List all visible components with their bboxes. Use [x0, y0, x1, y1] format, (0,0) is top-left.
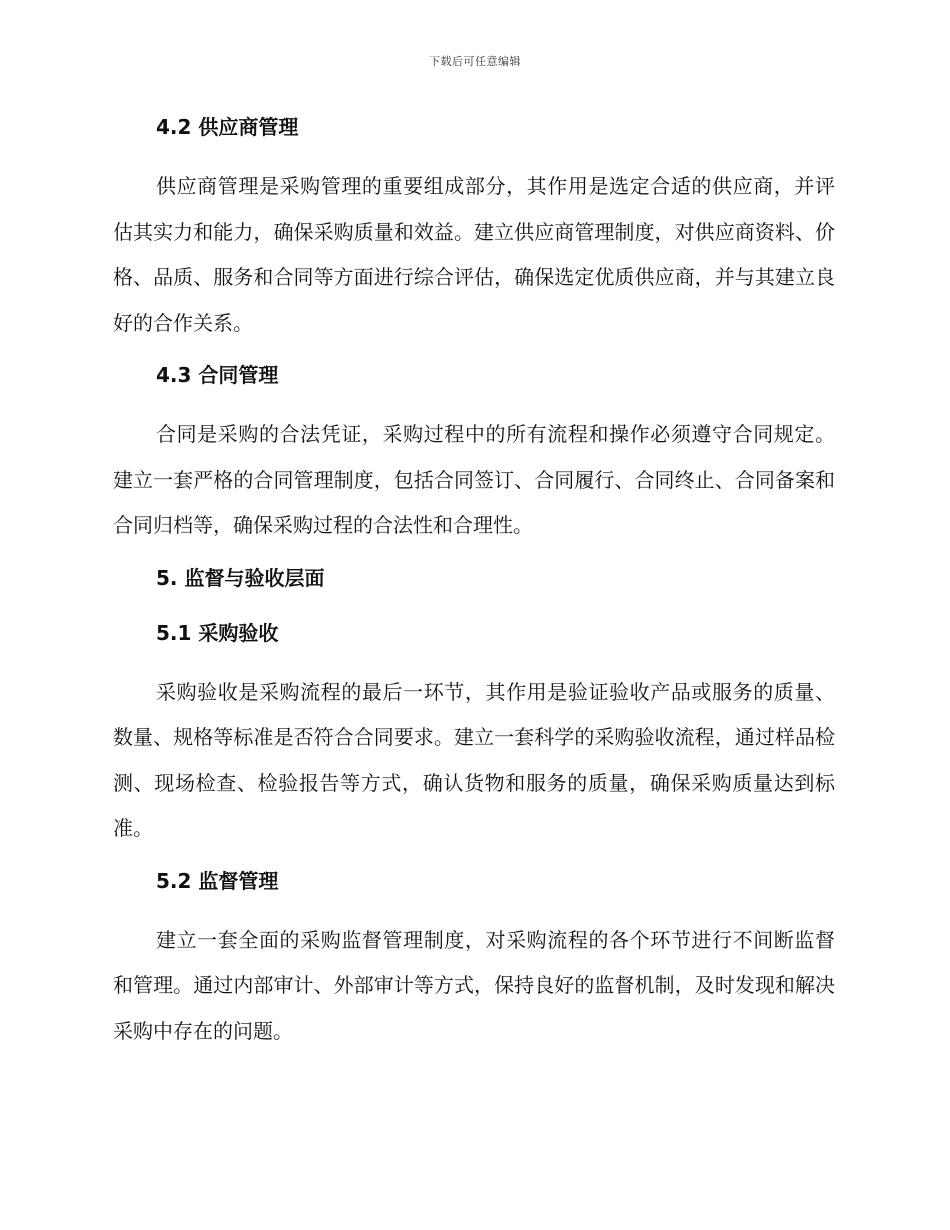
section-heading-5: 5. 监督与验收层面 — [156, 565, 325, 590]
section-heading-4-3: 4.3 合同管理 — [156, 363, 279, 387]
section-body-4-3: 合同是采购的合法凭证，采购过程中的所有流程和操作必须遵守合同规定。建立一套严格的合同管理制度，包括合同签订、合同履行、合同终止、合同备案和合同归档等，确保采购过程的合法性和合理性。 — [113, 422, 835, 537]
section-body-5-2: 建立一套全面的采购监督管理制度，对采购流程的各个环节进行不间断监督和管理。通过内部审计、外部审计等方式，保持良好的监督机制，及时发现和解决采购中存在的问题。 — [113, 927, 835, 1043]
document-content — [113, 112, 835, 1054]
section-body-4-2: 供应商管理是采购管理的重要组成部分，其作用是选定合适的供应商，并评估其实力和能力，确保采购质量和效益。建立供应商管理制度，对供应商资料、价格、品质、服务和合同等方面进行综合评估，确保选定优质供应商，并与其建立良好的合作关系。 — [113, 174, 835, 335]
section-body-5-1: 采购验收是采购流程的最后一环节，其作用是验证验收产品或服务的质量、数量、规格等标准是否符合合同要求。建立一套科学的采购验收流程，通过样品检测、现场检查、检验报告等方式，确认货物和服务的质量，确保采购质量达到标准。 — [113, 679, 835, 840]
section-heading-5-2: 5.2 监督管理 — [156, 868, 279, 893]
section-heading-4-2: 4.2 供应商管理 — [156, 115, 299, 139]
section-heading-5-1: 5.1 采购验收 — [156, 620, 279, 645]
page-header: 下载后可任意编辑 — [429, 55, 521, 68]
